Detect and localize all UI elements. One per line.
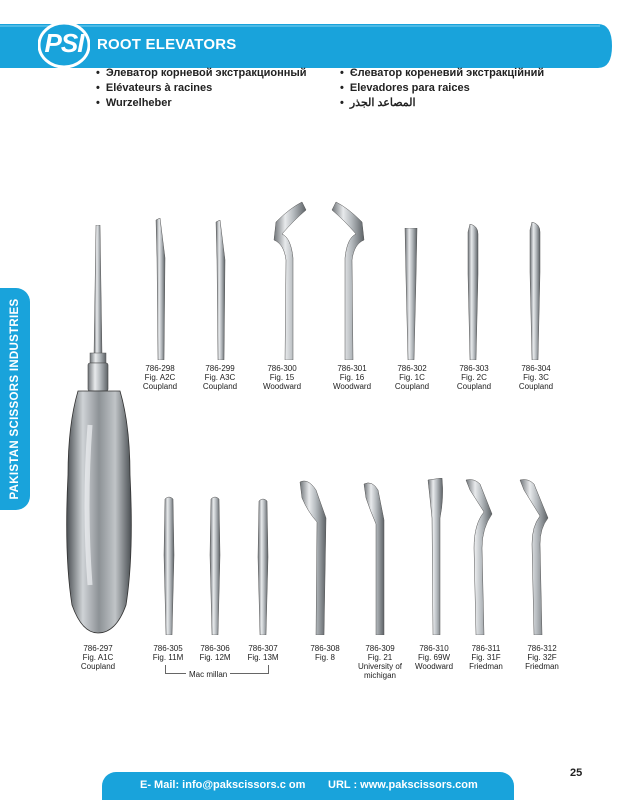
psi-logo — [38, 22, 90, 68]
code-786-308: 786-308 — [310, 644, 340, 653]
page-number: 25 — [570, 767, 583, 779]
fig-786-300: Fig. 15 — [269, 373, 295, 382]
page-title: ROOT ELEVATORS — [97, 36, 237, 53]
fig-786-303: Fig. 2C — [461, 373, 487, 382]
name-786-309: University of michigan — [357, 662, 402, 680]
instrument-786-308 — [296, 478, 340, 635]
label-786-297 — [68, 644, 128, 671]
code-786-312: 786-312 — [527, 644, 557, 653]
code-786-307: 786-307 — [248, 644, 278, 653]
fig-786-308: Fig. 8 — [314, 653, 335, 662]
fig-786-299: Fig. A3C — [204, 373, 236, 382]
subtitle-ukrainian: • Єлеватор кореневий экстракційний — [340, 66, 544, 81]
code-786-310: 786-310 — [419, 644, 449, 653]
fig-786-302: Fig. 1C — [399, 373, 425, 382]
fig-786-301: Fig. 16 — [339, 373, 365, 382]
instrument-786-307 — [252, 497, 274, 635]
label-786-299 — [190, 364, 250, 391]
instrument-786-298 — [150, 218, 172, 360]
name-786-301: Woodward — [332, 382, 372, 391]
name-786-311: Friedman — [469, 662, 503, 671]
name-786-304: Coupland — [518, 382, 554, 391]
instrument-786-311 — [462, 478, 506, 635]
instrument-786-299 — [210, 220, 232, 360]
label-786-298 — [130, 364, 190, 391]
instrument-786-305 — [158, 495, 180, 635]
code-786-306: 786-306 — [200, 644, 230, 653]
code-786-305: 786-305 — [153, 644, 183, 653]
name-786-312: Friedman — [525, 662, 559, 671]
fig-786-310: Fig. 69W — [417, 653, 450, 662]
name-786-303: Coupland — [456, 382, 492, 391]
code-786-297: 786-297 — [83, 644, 113, 653]
subtitle-spanish: • Elevadores para raices — [340, 81, 544, 96]
label-786-309 — [350, 644, 410, 680]
fig-786-305: Fig. 11M — [152, 653, 184, 662]
instrument-786-304 — [524, 222, 546, 360]
fig-786-297: Fig. A1C — [82, 653, 114, 662]
instrument-786-309 — [358, 480, 402, 635]
fig-786-312: Fig. 32F — [527, 653, 557, 662]
subtitle-arabic: • المصاعد الجذر — [340, 96, 544, 111]
instrument-786-301 — [328, 200, 372, 360]
side-tab-label: PAKISTAN SCISSORS INDUSTRIES — [9, 298, 21, 500]
instrument-786-302 — [400, 228, 422, 360]
fig-786-311: Fig. 31F — [471, 653, 501, 662]
footer-email[interactable]: E- Mail: info@pakscissors.c om — [140, 779, 306, 791]
label-786-302 — [382, 364, 442, 391]
label-786-308 — [295, 644, 355, 662]
logo-text: PSI — [44, 28, 84, 58]
code-786-300: 786-300 — [267, 364, 297, 373]
instrument-786-300 — [266, 200, 310, 360]
code-786-302: 786-302 — [397, 364, 427, 373]
label-786-310 — [404, 644, 464, 671]
subtitle-french: • Elévateurs à racines — [96, 81, 307, 96]
name-786-302: Coupland — [394, 382, 430, 391]
label-786-311 — [456, 644, 516, 671]
label-786-312 — [512, 644, 572, 671]
group-label: Mac millan — [186, 670, 230, 679]
name-786-300: Woodward — [262, 382, 302, 391]
name-786-310: Woodward — [414, 662, 454, 671]
label-786-303 — [444, 364, 504, 391]
fig-786-306: Fig. 12M — [199, 653, 231, 662]
footer-url[interactable]: URL : www.pakscissors.com — [328, 779, 478, 791]
subtitles-left — [96, 66, 307, 111]
code-786-304: 786-304 — [521, 364, 551, 373]
header-band — [0, 24, 618, 68]
instrument-786-297 — [60, 225, 140, 635]
side-tab — [0, 288, 30, 510]
fig-786-309: Fig. 21 — [367, 653, 393, 662]
code-786-309: 786-309 — [365, 644, 395, 653]
subtitle-russian: • Элеватор корневой экстракционный — [96, 66, 307, 81]
label-786-307 — [233, 644, 293, 662]
code-786-303: 786-303 — [459, 364, 489, 373]
instrument-786-312 — [516, 478, 560, 635]
subtitle-german: • Wurzelheber — [96, 96, 307, 111]
name-786-297: Coupland — [80, 662, 116, 671]
instrument-786-303 — [462, 224, 484, 360]
instrument-786-306 — [204, 495, 226, 635]
label-786-304 — [506, 364, 566, 391]
code-786-311: 786-311 — [471, 644, 501, 653]
code-786-299: 786-299 — [205, 364, 235, 373]
code-786-301: 786-301 — [337, 364, 367, 373]
code-786-298: 786-298 — [145, 364, 175, 373]
instrument-786-310 — [424, 478, 450, 635]
fig-786-307: Fig. 13M — [247, 653, 279, 662]
fig-786-298: Fig. A2C — [144, 373, 176, 382]
name-786-298: Coupland — [142, 382, 178, 391]
fig-786-304: Fig. 3C — [523, 373, 549, 382]
label-786-300 — [252, 364, 312, 391]
label-786-301 — [322, 364, 382, 391]
name-786-299: Coupland — [202, 382, 238, 391]
subtitles-right — [340, 66, 544, 111]
